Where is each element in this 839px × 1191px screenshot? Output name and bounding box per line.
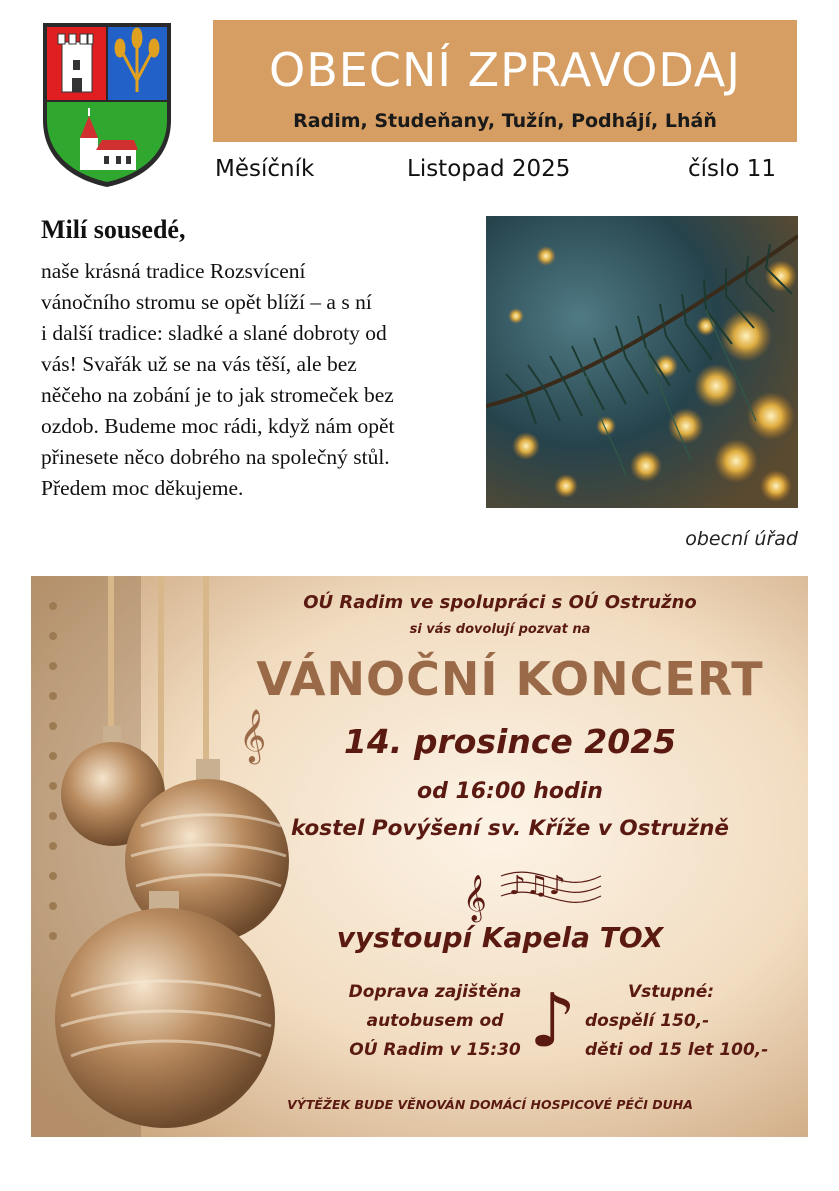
poster-transport-line: OÚ Radim v 15:30 — [349, 1040, 521, 1060]
svg-text:𝄞: 𝄞 — [463, 875, 487, 921]
poster-date: 14. prosince 2025 — [343, 722, 677, 761]
masthead — [213, 20, 797, 142]
poster-transport-line: autobusem od — [366, 1011, 504, 1031]
poster-venue: kostel Povýšení sv. Kříže v Ostružně — [291, 816, 729, 841]
svg-text:𝄞: 𝄞 — [239, 708, 267, 762]
letter-greeting: Milí sousedé, — [41, 215, 186, 244]
christmas-branch-photo — [486, 216, 798, 508]
letter-line: Předem moc děkujeme. — [41, 476, 244, 500]
letter-line: něčeho na zobání je to jak stromeček bez — [41, 383, 394, 407]
letter-line: přinesete něco dobrého na společný stůl. — [41, 445, 390, 469]
poster-headline: VÁNOČNÍ KONCERT — [256, 652, 764, 706]
letter-line: i další tradice: sladké a slané dobroty od — [41, 321, 387, 345]
coat-of-arms — [40, 20, 174, 190]
letter-line: vánočního stromu se opět blíží – a s ní — [41, 290, 372, 314]
newsletter-villages: Radim, Studeňany, Tužín, Podhájí, Lháň — [293, 110, 717, 132]
poster-invitation: si vás dovolují pozvat na — [409, 622, 591, 637]
poster-organizers: OÚ Radim ve spolupráci s OÚ Ostružno — [303, 592, 697, 613]
letter-line: vás! Svařák už se na vás těší, ale bez — [41, 352, 357, 376]
letter-line: naše krásná tradice Rozsvícení — [41, 259, 306, 283]
letter-line: ozdob. Budeme moc rádi, když nám opět — [41, 414, 395, 438]
poster-transport-line: Doprava zajištěna — [348, 982, 522, 1002]
poster-time: od 16:00 hodin — [417, 779, 603, 804]
poster-performer: vystoupí Kapela TOX — [336, 921, 664, 954]
newsletter-title: OBECNÍ ZPRAVODAJ — [269, 43, 741, 97]
svg-text:♪: ♪ — [529, 978, 577, 1064]
poster-admission-label: Vstupné: — [628, 982, 715, 1002]
poster-admission-adults: dospělí 150,- — [585, 1011, 710, 1031]
letter-signature: obecní úřad — [685, 528, 798, 550]
poster-proceeds-note: VÝTĚŽEK BUDE VĚNOVÁN DOMÁCÍ HOSPICOVÉ PÉČI DUHA — [287, 1097, 693, 1112]
issue-date: Listopad 2025 — [407, 156, 571, 182]
letter-body — [41, 256, 471, 504]
issue-number: číslo 11 — [688, 156, 777, 182]
issue-frequency: Měsíčník — [215, 156, 315, 182]
poster-admission-children: děti od 15 let 100,- — [585, 1040, 769, 1060]
svg-text:♪♫♪: ♪♫♪ — [509, 871, 566, 901]
